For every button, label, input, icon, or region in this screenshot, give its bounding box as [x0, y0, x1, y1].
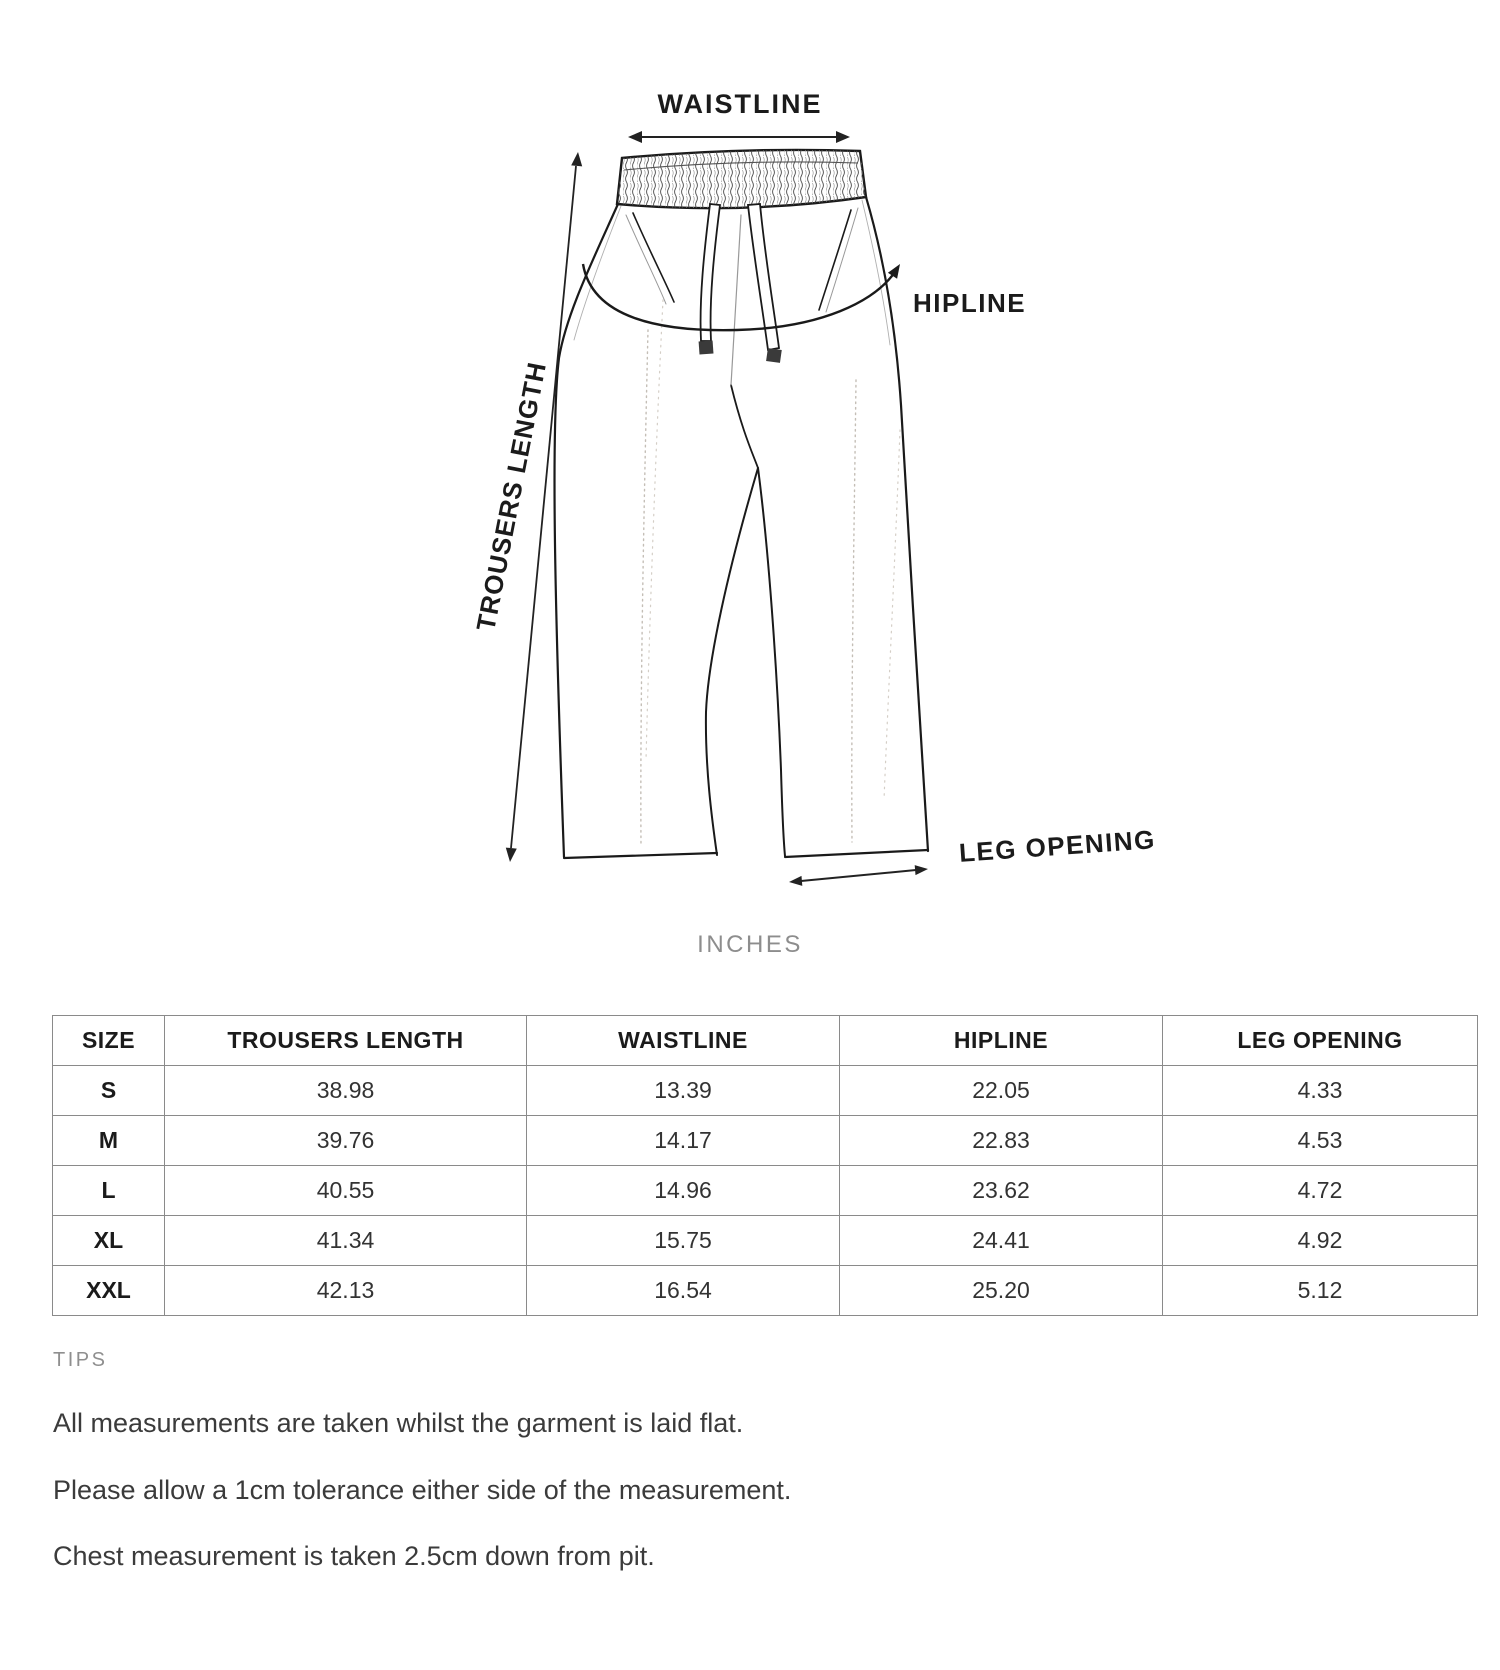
hipline-arc-arrow	[583, 264, 900, 330]
value-cell: 14.17	[527, 1116, 840, 1166]
size-table-header-row	[53, 1016, 1478, 1066]
hipline-label: HIPLINE	[913, 288, 1027, 318]
value-cell: 4.92	[1163, 1216, 1478, 1266]
value-cell: 22.83	[840, 1116, 1163, 1166]
waistband-sketch	[617, 150, 866, 208]
value-cell: 4.72	[1163, 1166, 1478, 1216]
col-header-waistline: WAISTLINE	[527, 1016, 840, 1066]
waistline-arrow	[628, 131, 850, 143]
unit-label: INCHES	[697, 931, 803, 958]
value-cell: 14.96	[527, 1166, 840, 1216]
value-cell: 22.05	[840, 1066, 1163, 1116]
col-header-size: SIZE	[53, 1016, 165, 1066]
table-row-l	[53, 1166, 1478, 1216]
leg-opening-label: LEG OPENING	[958, 824, 1157, 868]
value-cell: 41.34	[165, 1216, 527, 1266]
trousers-length-label: TROUSERS LENGTH	[470, 359, 552, 634]
size-label: XXL	[53, 1266, 165, 1316]
value-cell: 5.12	[1163, 1266, 1478, 1316]
value-cell: 39.76	[165, 1116, 527, 1166]
col-header-leg-opening: LEG OPENING	[1163, 1016, 1478, 1066]
table-row-m	[53, 1116, 1478, 1166]
trousers-body-sketch	[555, 197, 928, 858]
value-cell: 4.53	[1163, 1116, 1478, 1166]
table-row-s	[53, 1066, 1478, 1116]
size-label: L	[53, 1166, 165, 1216]
value-cell: 23.62	[840, 1166, 1163, 1216]
value-cell: 24.41	[840, 1216, 1163, 1266]
tip-line: Please allow a 1cm tolerance either side of the measurement.	[53, 1475, 792, 1505]
value-cell: 42.13	[165, 1266, 527, 1316]
tip-line: All measurements are taken whilst the garment is laid flat.	[53, 1408, 744, 1438]
value-cell: 25.20	[840, 1266, 1163, 1316]
size-table	[52, 1015, 1478, 1316]
value-cell: 16.54	[527, 1266, 840, 1316]
value-cell: 15.75	[527, 1216, 840, 1266]
value-cell: 38.98	[165, 1066, 527, 1116]
table-row-xxl	[53, 1266, 1478, 1316]
col-header-hipline: HIPLINE	[840, 1016, 1163, 1066]
waistline-label: WAISTLINE	[657, 89, 823, 119]
tips-title: TIPS	[53, 1349, 108, 1371]
value-cell: 40.55	[165, 1166, 527, 1216]
table-row-xl	[53, 1216, 1478, 1266]
size-label: M	[53, 1116, 165, 1166]
tip-line: Chest measurement is taken 2.5cm down from pit.	[53, 1541, 655, 1571]
value-cell: 13.39	[527, 1066, 840, 1116]
size-label: XL	[53, 1216, 165, 1266]
leg-opening-arrow	[789, 865, 928, 886]
size-label: S	[53, 1066, 165, 1116]
col-header-trousers-length: TROUSERS LENGTH	[165, 1016, 527, 1066]
value-cell: 4.33	[1163, 1066, 1478, 1116]
